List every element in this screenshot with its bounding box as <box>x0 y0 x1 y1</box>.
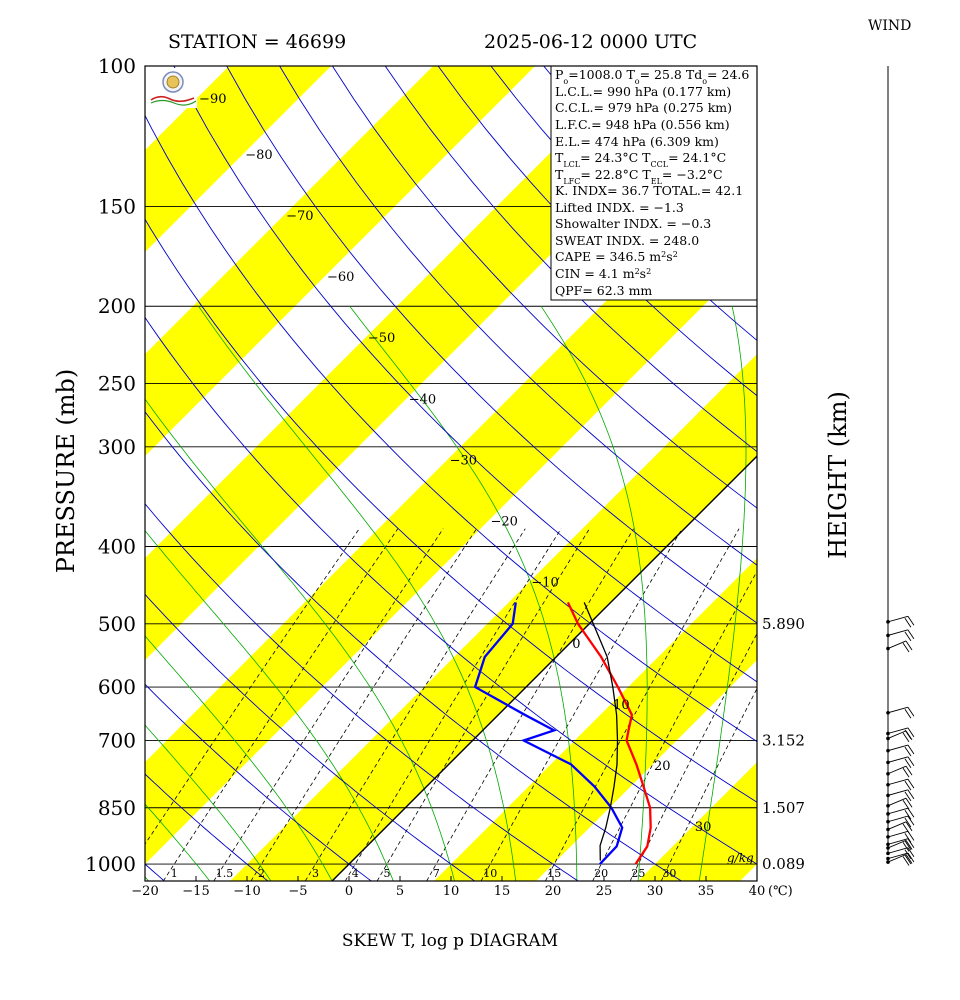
mixing-ratio-label: 1 <box>170 867 178 881</box>
isotherm-label: −10 <box>531 575 559 591</box>
y-axis-title: PRESSURE (mb) <box>52 368 80 574</box>
pressure-tick-label: 250 <box>97 371 136 396</box>
index-qpf: QPF= 62.3 mm <box>555 283 653 298</box>
wind-barb-shaft <box>888 798 906 806</box>
temperature-tick-label: 40 <box>748 884 766 899</box>
isotherm-label: −50 <box>367 331 396 347</box>
isotherm-label: −80 <box>245 147 273 163</box>
pressure-tick-label: 100 <box>97 54 136 78</box>
index-k-total: K. INDX= 36.7 TOTAL.= 42.1 <box>555 183 744 198</box>
temperature-tick-label: −5 <box>288 884 308 899</box>
mixing-ratio-label: 5 <box>383 867 391 881</box>
time-title: 2025-06-12 0000 UTC <box>484 31 698 53</box>
pressure-tick-label: 600 <box>97 675 136 700</box>
mixing-ratio-label: 4 <box>351 867 359 881</box>
wind-label: WIND <box>868 18 912 34</box>
x-axis-title: SKEW T, log p DIAGRAM <box>341 931 559 951</box>
dry-adiabat <box>0 66 164 881</box>
pressure-tick-label: 300 <box>97 434 136 459</box>
pressure-tick-label: 150 <box>97 194 136 219</box>
isotherm-label: −20 <box>490 514 518 530</box>
pressure-tick-label: 200 <box>97 294 136 319</box>
index-tlfc: $T_{LFC}= 22.8^\circ C$ $T_{EL}= -3.2^\circ C$ <box>555 167 723 186</box>
wind-barb-shaft <box>888 766 906 774</box>
isotherm-label: −40 <box>408 392 437 408</box>
index-line-surface: $P_o=1008.0$ $T_o= 25.8$ $Td_o= 24.6$ <box>555 67 750 86</box>
mixing-ratio-unit: g/kg <box>727 851 754 865</box>
temperature-tick-label: 5 <box>395 884 405 899</box>
pressure-tick-label: 400 <box>97 534 136 559</box>
pressure-tick-label: 700 <box>97 728 136 753</box>
mixing-ratio-label: 15 <box>547 867 562 881</box>
temperature-tick-label: 0 <box>344 884 354 899</box>
temperature-tick-label: 25 <box>595 884 613 899</box>
height-label: 0.089 <box>762 855 805 874</box>
index-cin: CIN = 4.1 $m^2s^2$ <box>555 266 652 281</box>
mixing-ratio-label: 20 <box>594 867 609 881</box>
temperature-tick-label: 10 <box>442 884 460 899</box>
height-axis-title: HEIGHT (km) <box>824 391 852 559</box>
isotherm-label: −30 <box>449 453 478 469</box>
index-lfc: L.F.C.= 948 hPa (0.556 km) <box>555 117 730 132</box>
x-unit-label: (℃) <box>768 884 793 899</box>
index-lcl: L.C.L.= 990 hPa (0.177 km) <box>555 84 732 99</box>
index-lifted: Lifted INDX. = −1.3 <box>555 200 684 215</box>
height-labels <box>762 615 805 873</box>
wind-barb-shaft <box>888 822 906 830</box>
index-sweat: SWEAT INDX. = 248.0 <box>555 233 700 248</box>
index-el: E.L.= 474 hPa (6.309 km) <box>555 134 719 149</box>
isotherm-label: 10 <box>613 697 630 713</box>
temperature-tick-label: 35 <box>697 884 715 899</box>
mixing-ratio-label: 3 <box>311 867 319 881</box>
isotherm-label: 30 <box>694 820 712 836</box>
height-label: 3.152 <box>762 731 805 750</box>
wind-barbs <box>886 616 914 865</box>
isotherm-bands <box>0 66 960 881</box>
pressure-tick-label: 1000 <box>85 852 136 877</box>
moist-adiabat <box>0 306 26 881</box>
station-title: STATION = 46699 <box>168 31 347 53</box>
temperature-tick-label: −10 <box>233 884 261 899</box>
index-cape: CAPE = 346.5 $m^2s^2$ <box>555 249 678 264</box>
temperature-tick-label: −20 <box>131 884 159 899</box>
pressure-tick-label: 850 <box>97 795 136 820</box>
mixing-ratio-label: 1.5 <box>215 867 234 881</box>
station-logo <box>149 68 197 108</box>
mixing-ratio-label: 25 <box>631 867 646 881</box>
isotherm-label: 20 <box>653 759 671 775</box>
temperature-tick-label: 15 <box>493 884 511 899</box>
mixing-ratio-label: 7 <box>432 867 440 881</box>
index-showalter: Showalter INDX. = −0.3 <box>555 216 712 231</box>
index-tlcl: $T_{LCL}= 24.3^\circ C$ $T_{CCL}= 24.1^\circ C$ <box>555 150 727 169</box>
dry-adiabat <box>861 66 960 881</box>
isotherm-label: −90 <box>199 92 227 108</box>
mixing-ratio-label: 10 <box>483 867 498 881</box>
height-label: 5.890 <box>762 614 805 633</box>
temperature-tick-label: 20 <box>544 884 562 899</box>
temperature-tick-label: 30 <box>646 884 664 899</box>
pressure-tick-label: 500 <box>97 611 136 636</box>
isotherm-label: −70 <box>286 208 314 224</box>
pressure-tick-labels <box>85 54 136 876</box>
mixing-ratio-label: 2 <box>257 867 265 881</box>
wind-barb-shaft <box>888 731 906 739</box>
isotherm-label: −60 <box>326 270 355 286</box>
temperature-tick-label: −15 <box>182 884 210 899</box>
dry-adiabat <box>755 66 960 881</box>
isotherm-label: 0 <box>572 636 581 652</box>
height-label: 1.507 <box>762 798 805 817</box>
index-ccl: C.C.L.= 979 hPa (0.275 km) <box>555 100 733 115</box>
mixing-ratio-label: 30 <box>662 867 677 881</box>
wind-barb-shaft <box>888 641 906 649</box>
